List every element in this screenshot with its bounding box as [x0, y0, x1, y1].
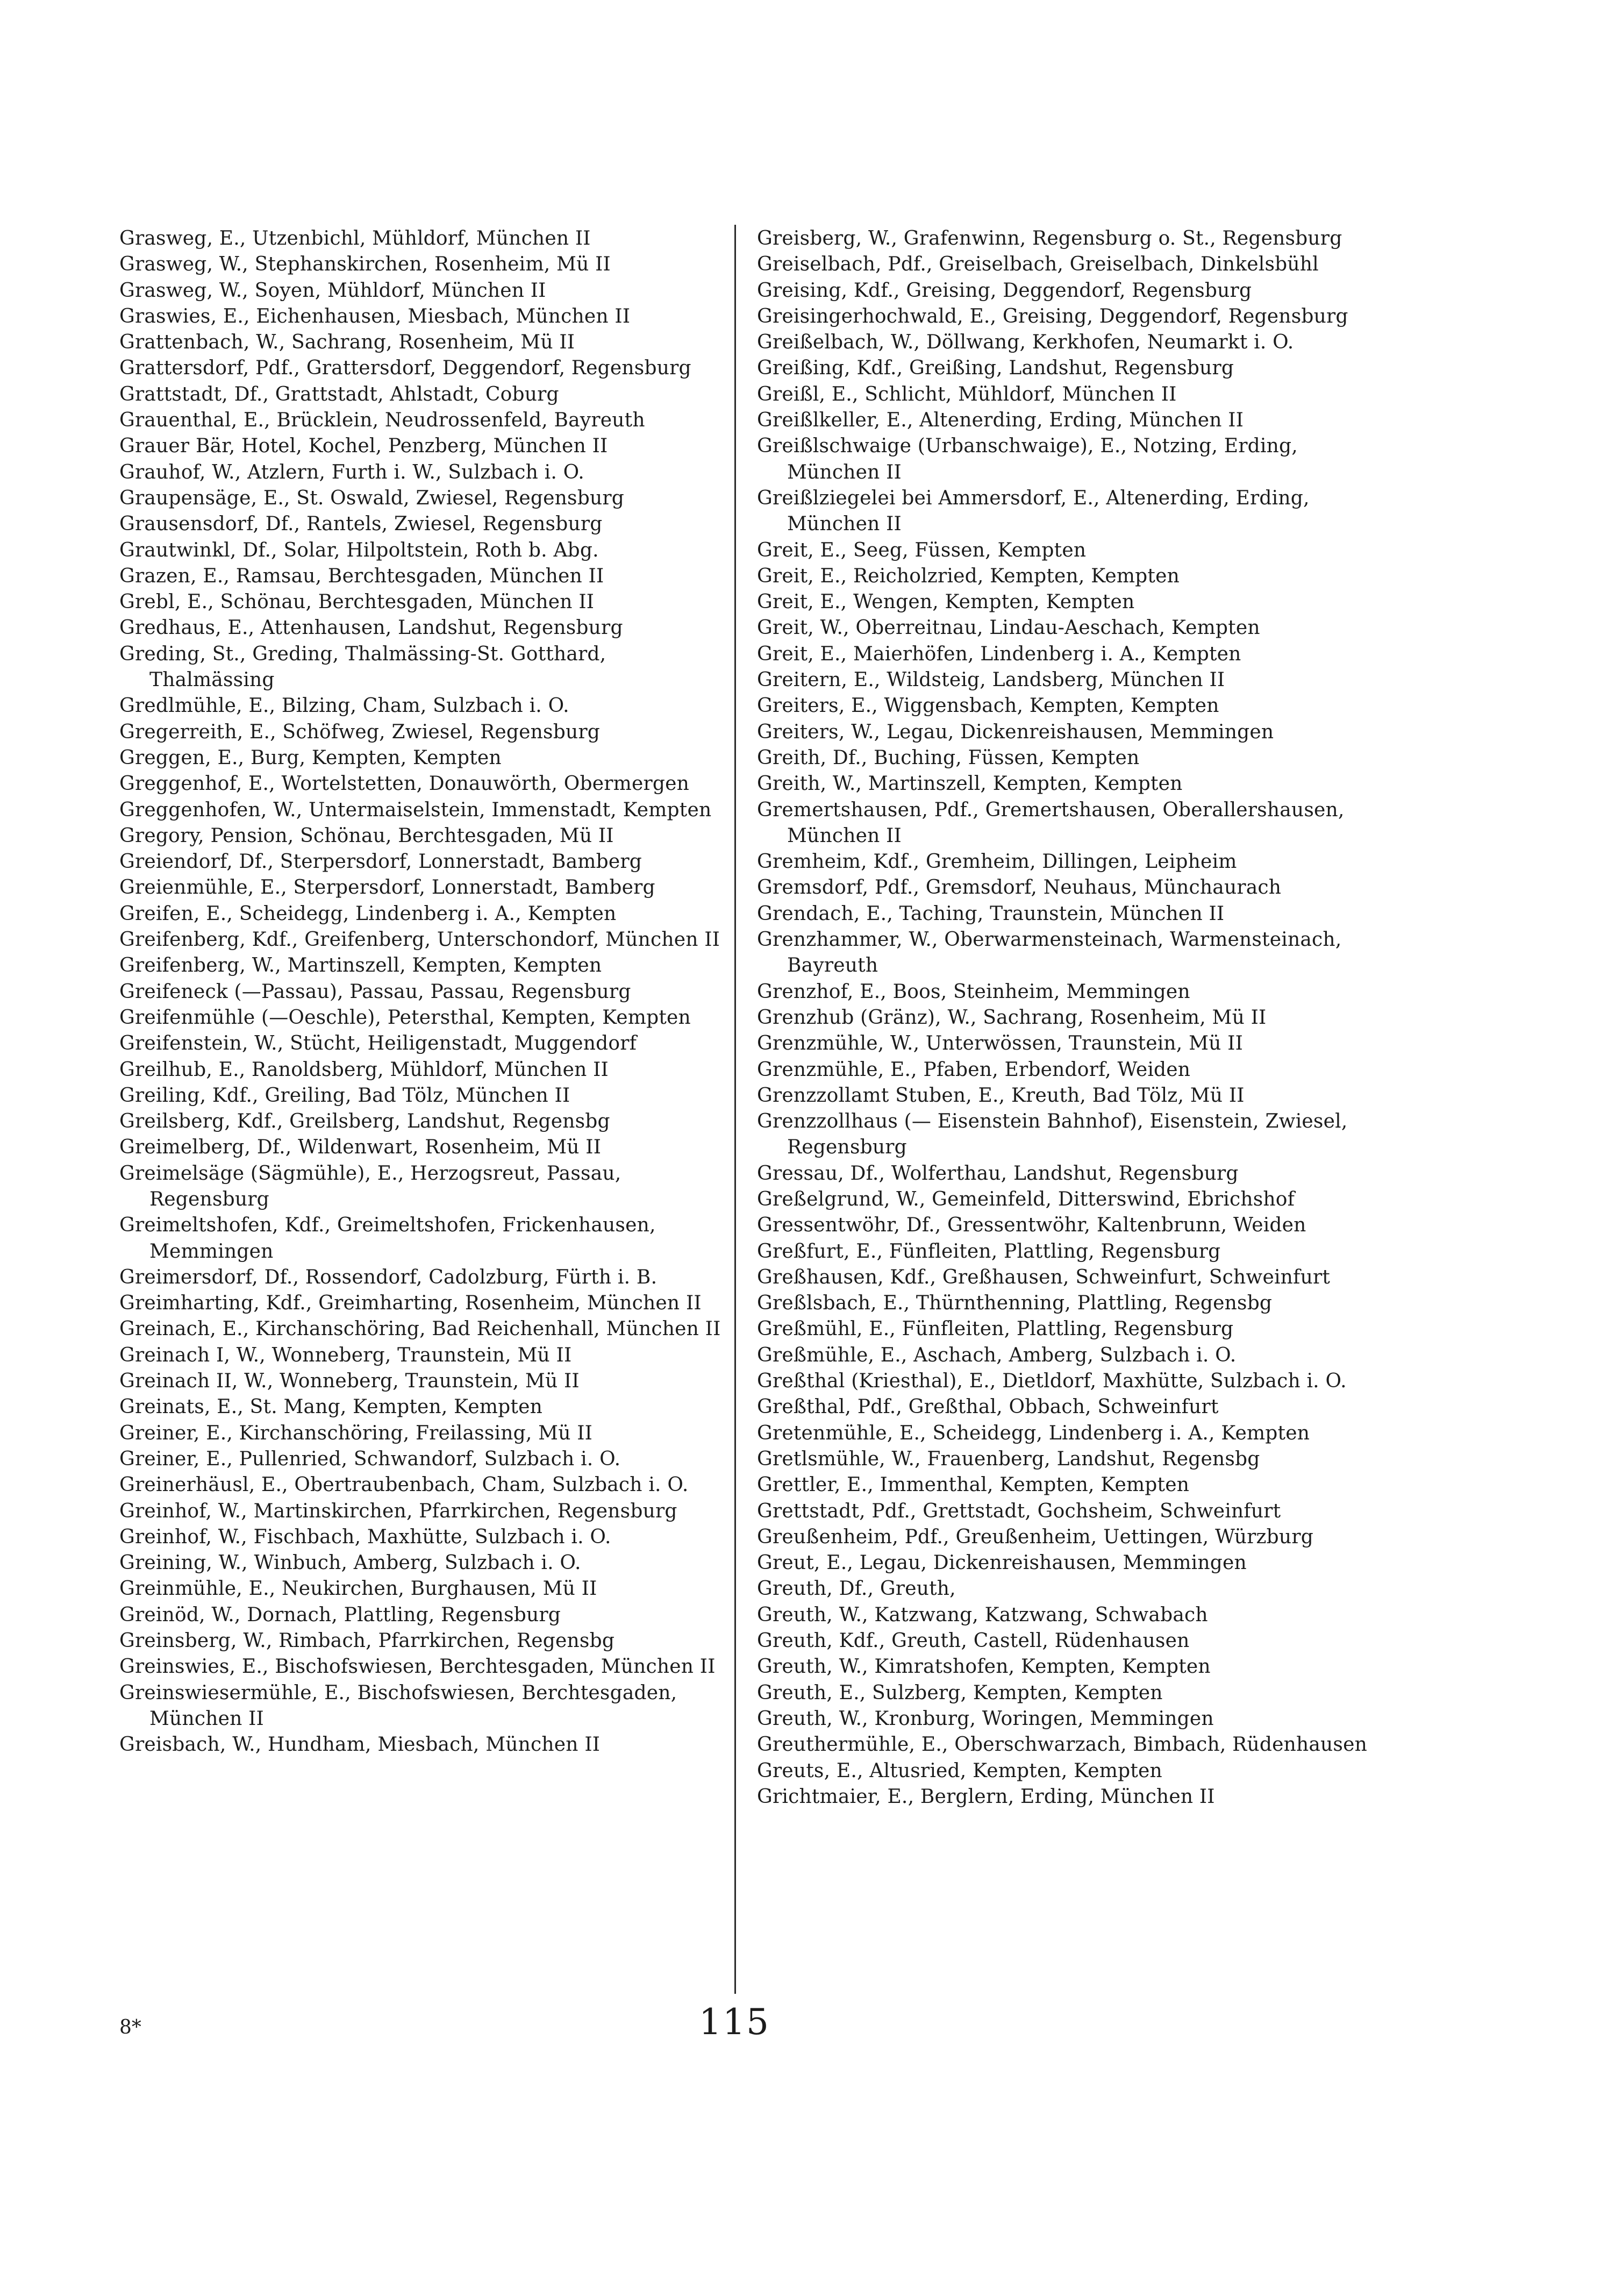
directory-entry: Greisberg, W., Grafenwinn, Regensburg o. St., Regensburg [757, 227, 1342, 249]
directory-entry: Greßlsbach, E., Thürnthenning, Plattling, Regensbg [757, 1292, 1273, 1315]
directory-entry: Greiters, W., Legau, Dickenreishausen, Memmingen [757, 721, 1274, 743]
directory-entry: Greinats, E., St. Mang, Kempten, Kempten [119, 1396, 542, 1418]
directory-entry: Grettler, E., Immenthal, Kempten, Kempten [757, 1474, 1190, 1496]
directory-entry: Greggen, E., Burg, Kempten, Kempten [119, 746, 502, 769]
directory-entry: Greinmühle, E., Neukirchen, Burghausen, Mü II [119, 1578, 597, 1600]
directory-entry: Grichtmaier, E., Berglern, Erding, München II [757, 1785, 1215, 1808]
directory-entry: Greit, E., Wengen, Kempten, Kempten [757, 591, 1135, 614]
directory-entry: Grazen, E., Ramsau, Berchtesgaden, München II [119, 565, 604, 587]
directory-entry: Greifenberg, W., Martinszell, Kempten, Kempten [119, 954, 602, 977]
directory-entry: Grauer Bär, Hotel, Kochel, Penzberg, München II [119, 435, 608, 458]
directory-entry: Greinach, E., Kirchanschöring, Bad Reichenhall, München II [119, 1318, 721, 1340]
directory-entry: Greising, Kdf., Greising, Deggendorf, Regensburg [757, 279, 1252, 302]
directory-entry: Greith, W., Martinszell, Kempten, Kempten [757, 773, 1183, 795]
directory-entry: Greiner, E., Pullenried, Schwandorf, Sulzbach i. O. [119, 1448, 621, 1470]
directory-entry: Greit, E., Reicholzried, Kempten, Kempten [757, 565, 1180, 587]
directory-entry: Greußenheim, Pdf., Greußenheim, Uettingen, Würzburg [757, 1525, 1313, 1548]
directory-entry: Gretlsmühle, W., Frauenberg, Landshut, Regensbg [757, 1448, 1260, 1470]
directory-entry: Gremsdorf, Pdf., Gremsdorf, Neuhaus, Münchaurach [757, 876, 1282, 899]
directory-entry: Greilsberg, Kdf., Greilsberg, Landshut, Regensbg [119, 1110, 610, 1133]
directory-entry: Greißing, Kdf., Greißing, Landshut, Regensburg [757, 357, 1234, 380]
directory-entry: Greinswies, E., Bischofswiesen, Berchtesgaden, München II [119, 1656, 716, 1678]
directory-entry: Greiling, Kdf., Greiling, Bad Tölz, München II [119, 1084, 570, 1107]
directory-entry: Greßfurt, E., Fünfleiten, Plattling, Regensburg [757, 1240, 1221, 1263]
directory-entry: Grasweg, W., Soyen, Mühldorf, München II [119, 279, 546, 302]
directory-entry: Grenzzollhaus (— Eisenstein Bahnhof), Eisenstein, Zwiesel, Regensburg [757, 1110, 1348, 1159]
directory-entry: Greißlschwaige (Urbanschwaige), E., Notzing, Erding, München II [757, 435, 1298, 483]
directory-entry: Gredlmühle, E., Bilzing, Cham, Sulzbach i. O. [119, 695, 569, 717]
directory-entry: Grenzhof, E., Boos, Steinheim, Memmingen [757, 980, 1190, 1003]
directory-entry: Greining, W., Winbuch, Amberg, Sulzbach i. O. [119, 1552, 581, 1574]
directory-entry: Grenzzollamt Stuben, E., Kreuth, Bad Tölz, Mü II [757, 1084, 1245, 1107]
directory-entry: Grenzhammer, W., Oberwarmensteinach, Warmensteinach, Bayreuth [757, 929, 1342, 977]
directory-entry: Greßmühl, E., Fünfleiten, Plattling, Regensburg [757, 1318, 1234, 1340]
directory-entry: Grenzhub (Gränz), W., Sachrang, Rosenheim, Mü II [757, 1006, 1267, 1029]
directory-entry: Greimeltshofen, Kdf., Greimeltshofen, Frickenhausen, Memmingen [119, 1214, 656, 1263]
directory-entry: Grasweg, E., Utzenbichl, Mühldorf, München II [119, 227, 591, 249]
directory-entry: Greggenhofen, W., Untermaiselstein, Immenstadt, Kempten [119, 798, 712, 821]
directory-entry: Greinhof, W., Fischbach, Maxhütte, Sulzbach i. O. [119, 1525, 611, 1548]
directory-entry: Greimelberg, Df., Wildenwart, Rosenheim, Mü II [119, 1136, 602, 1159]
directory-entry: Greißlziegelei bei Ammersdorf, E., Altenerding, Erding, München II [757, 487, 1310, 536]
directory-entry: Grauhof, W., Atzlern, Furth i. W., Sulzbach i. O. [119, 461, 584, 483]
directory-entry: Greimharting, Kdf., Greimharting, Rosenheim, München II [119, 1292, 702, 1315]
directory-entry: Greuth, Df., Greuth, [757, 1578, 956, 1600]
directory-entry: Gressau, Df., Wolferthau, Landshut, Regensburg [757, 1162, 1239, 1185]
directory-entry: Greitern, E., Wildsteig, Landsberg, München II [757, 669, 1225, 691]
directory-entry: Greuts, E., Altusried, Kempten, Kempten [757, 1759, 1162, 1782]
directory-entry: Grattenbach, W., Sachrang, Rosenheim, Mü II [119, 331, 575, 354]
directory-entry: Gressentwöhr, Df., Gressentwöhr, Kaltenbrunn, Weiden [757, 1214, 1306, 1237]
directory-entry: Gremertshausen, Pdf., Gremertshausen, Oberallershausen, München II [757, 798, 1345, 847]
directory-entry: Grendach, E., Taching, Traunstein, München II [757, 902, 1225, 925]
directory-entry: Greit, E., Seeg, Füssen, Kempten [757, 539, 1087, 561]
directory-entry: Greißlkeller, E., Altenerding, Erding, München II [757, 409, 1244, 432]
column-divider [734, 225, 736, 1994]
directory-entry: Greinhof, W., Martinskirchen, Pfarrkirchen, Regensburg [119, 1500, 677, 1522]
directory-entry: Greiters, E., Wiggensbach, Kempten, Kempten [757, 695, 1219, 717]
directory-entry: Grattersdorf, Pdf., Grattersdorf, Deggendorf, Regensburg [119, 357, 691, 380]
directory-entry: Greinswiesermühle, E., Bischofswiesen, Berchtesgaden, München II [119, 1681, 677, 1730]
directory-entry: Gregory, Pension, Schönau, Berchtesgaden, Mü II [119, 824, 614, 847]
directory-entry: Grausensdorf, Df., Rantels, Zwiesel, Regensburg [119, 513, 603, 536]
directory-entry: Greuth, Kdf., Greuth, Castell, Rüdenhausen [757, 1630, 1190, 1652]
left-column [119, 226, 726, 1758]
directory-entry: Greienmühle, E., Sterpersdorf, Lonnerstadt, Bamberg [119, 876, 655, 899]
directory-entry: Grattstadt, Df., Grattstadt, Ahlstadt, Coburg [119, 383, 559, 405]
directory-entry: Greßthal, Pdf., Greßthal, Obbach, Schweinfurt [757, 1396, 1219, 1418]
directory-entry: Greßelgrund, W., Gemeinfeld, Ditterswind, Ebrichshof [757, 1188, 1295, 1210]
directory-entry: Greding, St., Greding, Thalmässing-St. Gotthard, Thalmässing [119, 643, 606, 691]
directory-entry: Greisbach, W., Hundham, Miesbach, München II [119, 1734, 601, 1756]
directory-entry: Grasweg, W., Stephanskirchen, Rosenheim, Mü II [119, 253, 611, 276]
directory-entry: Greifenstein, W., Stücht, Heiligenstadt, Muggendorf [119, 1032, 637, 1055]
directory-entry: Greßthal (Kriesthal), E., Dietldorf, Maxhütte, Sulzbach i. O. [757, 1370, 1347, 1393]
directory-entry: Greuthermühle, E., Oberschwarzach, Bimbach, Rüdenhausen [757, 1734, 1367, 1756]
directory-entry: Greßhausen, Kdf., Greßhausen, Schweinfurt, Schweinfurt [757, 1266, 1331, 1288]
directory-entry: Greisingerhochwald, E., Greising, Deggendorf, Regensburg [757, 305, 1348, 327]
directory-entry: Greßmühle, E., Aschach, Amberg, Sulzbach i. O. [757, 1344, 1237, 1366]
directory-entry: Greuth, W., Kronburg, Woringen, Memmingen [757, 1707, 1214, 1730]
page-number: 115 [699, 2001, 770, 2043]
signature-mark: 8* [119, 2016, 141, 2038]
directory-entry: Graswies, E., Eichenhausen, Miesbach, München II [119, 305, 631, 327]
directory-entry: Greimelsäge (Sägmühle), E., Herzogsreut, Passau, Regensburg [119, 1162, 621, 1210]
directory-entry: Greinsberg, W., Rimbach, Pfarrkirchen, Regensbg [119, 1630, 615, 1652]
directory-entry: Greißl, E., Schlicht, Mühldorf, München II [757, 383, 1177, 405]
directory-entry: Greit, E., Maierhöfen, Lindenberg i. A., Kempten [757, 643, 1241, 665]
directory-entry: Greifeneck (—Passau), Passau, Passau, Regensburg [119, 980, 631, 1003]
directory-entry: Gremheim, Kdf., Gremheim, Dillingen, Leipheim [757, 851, 1237, 873]
directory-entry: Greuth, W., Kimratshofen, Kempten, Kempten [757, 1656, 1211, 1678]
directory-entry: Greiner, E., Kirchanschöring, Freilassing, Mü II [119, 1422, 593, 1444]
directory-entry: Graupensäge, E., St. Oswald, Zwiesel, Regensburg [119, 487, 624, 509]
right-column [757, 226, 1391, 1810]
directory-entry: Greuth, W., Katzwang, Katzwang, Schwabach [757, 1603, 1208, 1626]
directory-entry: Greinach II, W., Wonneberg, Traunstein, Mü II [119, 1370, 580, 1393]
directory-entry: Greiendorf, Df., Sterpersdorf, Lonnerstadt, Bamberg [119, 851, 642, 873]
directory-entry: Greiselbach, Pdf., Greiselbach, Greiselbach, Dinkelsbühl [757, 253, 1319, 276]
directory-entry: Greifen, E., Scheidegg, Lindenberg i. A., Kempten [119, 902, 617, 925]
directory-entry: Greith, Df., Buching, Füssen, Kempten [757, 746, 1140, 769]
directory-entry: Greifenberg, Kdf., Greifenberg, Unterschondorf, München II [119, 929, 720, 951]
directory-entry: Greinach I, W., Wonneberg, Traunstein, Mü II [119, 1344, 572, 1366]
directory-entry: Greggenhof, E., Wortelstetten, Donauwörth, Obermergen [119, 773, 689, 795]
directory-entry: Greimersdorf, Df., Rossendorf, Cadolzburg, Fürth i. B. [119, 1266, 658, 1288]
directory-entry: Grauenthal, E., Brücklein, Neudrossenfeld, Bayreuth [119, 409, 645, 432]
directory-entry: Gregerreith, E., Schöfweg, Zwiesel, Regensburg [119, 721, 600, 743]
directory-entry: Greuth, E., Sulzberg, Kempten, Kempten [757, 1681, 1163, 1704]
directory-entry: Gredhaus, E., Attenhausen, Landshut, Regensburg [119, 617, 623, 639]
directory-entry: Grautwinkl, Df., Solar, Hilpoltstein, Roth b. Abg. [119, 539, 599, 561]
directory-entry: Greinerhäusl, E., Obertraubenbach, Cham, Sulzbach i. O. [119, 1474, 689, 1496]
directory-entry: Greut, E., Legau, Dickenreishausen, Memmingen [757, 1552, 1247, 1574]
directory-entry: Gretenmühle, E., Scheidegg, Lindenberg i. A., Kempten [757, 1422, 1310, 1444]
directory-entry: Grenzmühle, E., Pfaben, Erbendorf, Weiden [757, 1058, 1191, 1081]
directory-entry: Grebl, E., Schönau, Berchtesgaden, München II [119, 591, 595, 614]
directory-entry: Greinöd, W., Dornach, Plattling, Regensburg [119, 1603, 561, 1626]
directory-entry: Greißelbach, W., Döllwang, Kerkhofen, Neumarkt i. O. [757, 331, 1294, 354]
directory-entry: Grettstadt, Pdf., Grettstadt, Gochsheim, Schweinfurt [757, 1500, 1281, 1522]
directory-entry: Grenzmühle, W., Unterwössen, Traunstein, Mü II [757, 1032, 1244, 1055]
directory-entry: Greifenmühle (—Oeschle), Petersthal, Kempten, Kempten [119, 1006, 691, 1029]
directory-entry: Greilhub, E., Ranoldsberg, Mühldorf, München II [119, 1058, 609, 1081]
directory-entry: Greit, W., Oberreitnau, Lindau-Aeschach, Kempten [757, 617, 1260, 639]
